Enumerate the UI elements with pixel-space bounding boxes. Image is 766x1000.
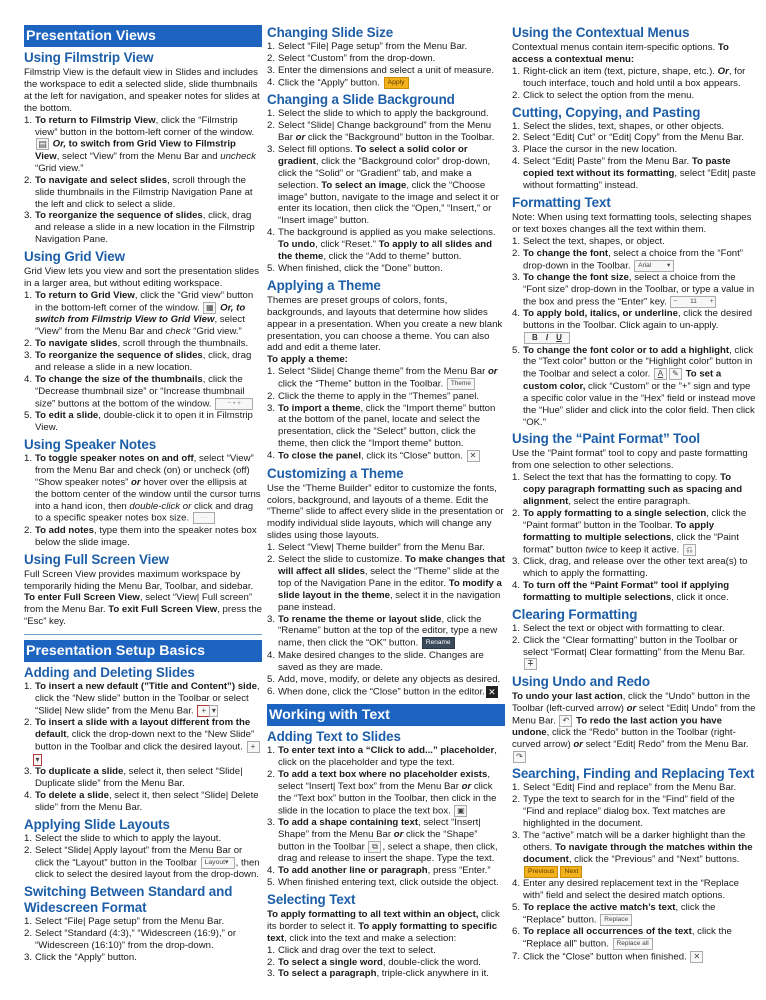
heading-selecting-text: Selecting Text — [267, 891, 356, 907]
column-2 — [267, 22, 505, 980]
context-steps — [512, 66, 756, 102]
list-item: 2. To select a single word, double-click the word. — [267, 956, 481, 968]
new-slide-dropdown-icon: ▾ — [209, 705, 218, 717]
list-item: 4. Enter any desired replacement text in the “Replace with” field and select the desired match options. — [512, 878, 739, 902]
format-intro: Note: When using text formatting tools, selecting shapes or text boxes changes all the text within them. — [512, 211, 752, 235]
divider — [24, 634, 262, 635]
list-item: 4. To close the panel, click its “Close” button. ✕ — [267, 450, 505, 462]
list-item: 6. To replace all occurrences of the text, click the “Replace all” button. Replace all — [512, 926, 732, 950]
clear-steps — [512, 623, 756, 671]
list-item: 1. Right-click an item (text, picture, shape, etc.). Or, for touch interface, touch and hold until a box appears. — [512, 65, 746, 89]
heading-speaker-notes: Using Speaker Notes — [24, 436, 157, 452]
list-item: 3. To add a shape containing text, select “Insert| Shape” from the Menu Bar or click the “Shape” button in the Toolbar ⧉ , select a shape, then click, drag and release to insert the shape. Type the text. — [267, 816, 498, 865]
list-item: 1. Select the slides, text, shapes, or other objects. — [512, 120, 725, 132]
theme-intro: Themes are preset groups of colors, fonts, backgrounds, and layouts that determine how slides appear in a presentation. When you create a new blank presentation, you can choose a theme. You can also add and edit a theme later. — [267, 294, 503, 354]
list-item: 2. Select “Slide| Apply layout” from the Menu Bar or click the “Layout” button in the Toolbar Layout▾ , then click to select the desired layout from the drop-down. — [24, 844, 260, 880]
layout-button-icon: Layout▾ — [201, 857, 235, 869]
select-intro: To apply formatting to all text within an object, click its border to select it. To apply formatting to specific text, click into the text and make a selection: — [267, 908, 500, 944]
new-slide-plus-icon: + — [197, 705, 210, 717]
list-item: 1. Click and drag over the text to select. — [267, 944, 436, 956]
list-item: 1. Select “View| Theme builder” from the Menu Bar. — [267, 542, 485, 554]
list-item: 3. Select fill options. To select a solid color or gradient, click the “Background color” drop-down, click the “Solid” or “Gradient” tab, and make a selection. To select an image, click the “Choose image” button, navigate to the image and select it or enter its location, then click the “Open,” “Insert,” or “Insert image” button. — [267, 143, 499, 227]
context-intro: Contextual menus contain item-specific options. To access a contextual menu: — [512, 42, 729, 65]
next-button-icon: Next — [560, 866, 582, 878]
list-item: 3. To change the font size, select a choice from the “Font size” drop-down in the Toolbar, or type a value in the box and press the “Enter” key. − 11 + — [512, 272, 755, 308]
heading-adding-text: Adding Text to Slides — [267, 728, 401, 744]
list-item: 2. To add a text box where no placeholder exists, select “Insert| Text box” from the Menu Bar or click the “Text box” button in the Toolbar, then click in the slide in the location to place the text box. ▣ — [267, 768, 497, 817]
section-banner-setup-basics: Presentation Setup Basics — [24, 640, 262, 662]
heading-slide-size: Changing Slide Size — [267, 25, 394, 40]
list-item: 3. To reorganize the sequence of slides, click, drag and release a slide in a new location. — [24, 350, 252, 373]
close-icon: ✕ — [690, 951, 703, 963]
replace-button-icon: Replace — [600, 914, 632, 926]
list-item: 5. When finished, click the “Done” button. — [267, 262, 443, 274]
list-item: 4. To change the size of the thumbnails, click the “Decrease thumbnail size” or “Increase thumbnail size” buttons at the bottom of the window. − • + — [24, 374, 262, 410]
undo-icon: ↶ — [559, 715, 572, 727]
rename-button-icon: Rename — [422, 637, 455, 649]
font-dropdown-icon: Arial ▾ — [634, 260, 674, 272]
apply-button-icon: Apply — [384, 77, 409, 89]
heading-slide-background: Changing a Slide Background — [267, 92, 455, 108]
list-item: 2. Click to select the option from the menu. — [512, 89, 695, 101]
list-item: 5. To change the font color or to add a highlight, click the “Text color” button or the “Highlight color” button in the Toolbar and select a color. A ✎ To set a custom color, click “Custom” or the ”+” sign and type a specific color value in the “Hex” field or instead move the “Hue” slider and click into the color field. Then click “OK.” — [512, 344, 756, 428]
list-item: 2. Select “Custom” from the drop-down. — [267, 52, 436, 64]
paint-intro: Use the “Paint format” tool to copy and paste formatting from one selection to other selections. — [512, 448, 748, 472]
custom-intro: Use the “Theme Builder” editor to customize the fonts, colors, background, and layouts of a theme. Edit the “Theme” slide to affect every slide in the presentation or modify individual slide layouts, which will change any slides using those layouts. — [267, 482, 504, 542]
heading-paint-format: Using the “Paint Format” Tool — [512, 431, 701, 447]
list-item: 1. To return to Filmstrip View, click the “Filmstrip view” button in the bottom-left corner of the window. ▤ Or, to switch from Grid View to Filmstrip View, select “View” from the Menu Bar and uncheck “Grid view.” — [24, 114, 256, 174]
list-item: 2. To navigate slides, scroll through the thumbnails. — [24, 338, 249, 350]
cutcopy-steps — [512, 121, 756, 192]
custom-steps — [267, 542, 505, 698]
previous-button-icon: Previous — [524, 866, 558, 878]
list-item: 2. Select “Standard (4:3),” “Widescreen (16:9),” or “Widescreen (16:10)” from the drop-down. — [24, 927, 237, 951]
list-item: 2. To add notes, type them into the speaker notes box below the slide image. — [24, 524, 257, 548]
list-item: 4. To apply bold, italics, or underline, click the desired buttons in the Toolbar. Click again to un-apply. B I U — [512, 308, 753, 343]
heading-clearing-formatting: Clearing Formatting — [512, 606, 638, 622]
list-item: 2. Select the slide to customize. To make changes that will affect all slides, select the “Theme” slide at the top of the Navigation Pane in the editor. To modify a slide layout in the theme, select it in the navigation pane instead. — [267, 554, 505, 613]
list-item: 6. When done, click the “Close” button in the editor. ✕ — [267, 686, 505, 698]
layouts-steps — [24, 833, 262, 881]
list-item: 1. Select the text, shapes, or object. — [512, 235, 665, 247]
heading-full-screen-view: Using Full Screen View — [24, 551, 169, 567]
list-item: 4. The background is applied as you make selections. To undo, click “Reset.” To apply to all slides and the theme, click the “Add to theme” button. — [267, 227, 496, 263]
list-item: 4. Make desired changes to the slide. Changes are saved as they are made. — [267, 649, 484, 673]
grid-steps — [24, 290, 262, 434]
theme-steps — [267, 366, 505, 462]
list-item: 1. To enter text into a “Click to add...” placeholder, click on the placeholder and type the text. — [267, 744, 497, 768]
widescreen-steps — [24, 916, 262, 964]
highlight-color-icon: ✎ — [669, 368, 682, 380]
list-item: 1. Select “File| Page setup” from the Menu Bar. — [267, 41, 468, 52]
list-item: 5. To replace the active match’s text, click the “Replace” button. Replace — [512, 901, 716, 926]
new-slide-dropdown-icon: ▾ — [33, 754, 42, 766]
heading-widescreen: Switching Between Standard and Widescreen Format — [24, 883, 233, 915]
grid-intro: Grid View lets you view and sort the presentation slides in a larger area, but without editing workspace. — [24, 266, 259, 290]
shape-icon: ⧉ — [368, 841, 381, 853]
heading-grid-view: Using Grid View — [24, 249, 125, 265]
list-item: 2. Type the text to search for in the “Find” field of the “Find and replace” dialog box. Text matches are highlighted in the document. — [512, 794, 735, 830]
list-item: 1. Select “Edit| Find and replace” from the Menu Bar. — [512, 782, 737, 794]
list-item: 3. The “active” match will be a darker highlight than the others. To navigate through the matches within the document, click the “Previous” and “Next” buttons. Previous Next — [512, 830, 756, 878]
search-steps — [512, 782, 756, 963]
list-item: 1. To return to Grid View, click the “Grid view” button in the bottom-left corner of the window. ▦ Or, to switch from Filmstrip View to Grid View, select “View” from the Menu Bar and check “Grid view.” — [24, 289, 254, 338]
fullscreen-text: Full Screen View provides maximum workspace by temporarily hiding the Menu Bar, Toolbar, and sidebar. To enter Full Screen View, select “View| Full screen” from the Menu Bar. To exit Full Screen View, press the “Esc” key. — [24, 568, 262, 628]
list-item: 3. To import a theme, click the “Import theme” button at the bottom of the panel, locate and select the presentation, click the “Select” button, click the theme, then click the “Import theme” button. — [267, 402, 496, 450]
section-banner-working-with-text: Working with Text — [267, 704, 505, 726]
adddel-steps — [24, 681, 262, 814]
list-item: 3. To reorganize the sequence of slides, click, drag and release a slide in a new location in the Filmstrip Navigation Pane. — [24, 210, 255, 246]
filmstrip-steps — [24, 115, 262, 247]
list-item: 2. Select “Slide| Change background” from the Menu Bar or click the “Background” button in the Toolbar. — [267, 120, 495, 143]
heading-slide-layouts: Applying Slide Layouts — [24, 816, 170, 832]
list-item: 3. Enter the dimensions and select a unit of measure. — [267, 64, 494, 76]
heading-adding-deleting: Adding and Deleting Slides — [24, 665, 195, 681]
list-item: 3. Click the “Apply” button. — [24, 951, 137, 963]
close-icon: ✕ — [467, 450, 480, 462]
clear-formatting-icon: T — [524, 658, 537, 670]
list-item: 7. Click the “Close” button when finished. ✕ — [512, 951, 756, 963]
list-item: 2. Click the theme to apply in the “Themes” panel. — [267, 390, 480, 402]
heading-search-replace: Searching, Finding and Replacing Text — [512, 766, 755, 782]
paint-steps — [512, 472, 756, 604]
slidesize-steps — [267, 41, 505, 89]
list-item: 5. To edit a slide, double-click it to open it in Filmstrip View. — [24, 410, 253, 433]
filmstrip-intro: Filmstrip View is the default view in Slides and includes the workspace to edit a selected slide, slide thumbnails at the left for navigation, and speaker notes for slides at the bottom. — [24, 67, 260, 114]
paint-format-icon: ⎌ — [683, 544, 696, 556]
heading-applying-theme: Applying a Theme — [267, 277, 381, 293]
list-item: 1. Select the text or object with formatting to clear. — [512, 622, 725, 634]
thumbnail-size-slider-icon: − • + — [215, 398, 253, 410]
list-item: 2. Select “Edit| Cut” or “Edit| Copy” from the Menu Bar. — [512, 132, 744, 144]
list-item: 5. When finished entering text, click outside the object. — [267, 877, 499, 888]
select-steps — [267, 945, 505, 981]
addtext-steps — [267, 745, 505, 889]
list-item: 2. To insert a slide with a layout different from the default, click the drop-down next to the “New Slide” button in the Toolbar and click the desired layout. +▾ — [24, 717, 262, 766]
list-item: 1. Select the text that has the formatting to copy. To copy paragraph formatting such as spacing and alignment, select the entire paragraph. — [512, 472, 743, 508]
redo-icon: ↷ — [513, 751, 526, 763]
column-3 — [512, 22, 756, 963]
list-item: 3. To rename the theme or layout slide, click the “Rename” button at the top of the editor, type a new name, then click the “OK” button. Rename — [267, 613, 498, 649]
undo-text: To undo your last action, click the “Undo” button in the Toolbar (left-curved arrow) or select “Edit| Undo” from the Menu Bar. ↶ To redo the last action you have undone, click the “Redo” button in the Toolbar (right-curved arrow) or select “Edit| Redo” from the Menu Bar. ↷ — [512, 690, 756, 761]
section-banner-presentation-views: Presentation Views — [24, 25, 262, 47]
heading-contextual-menus: Using the Contextual Menus — [512, 25, 690, 40]
list-item: 1. Select “Slide| Change theme” from the Menu Bar or click the “Theme” button in the Toolbar. Theme — [267, 366, 498, 390]
list-item: 3. Click, drag, and release over the other text area(s) to which to apply the formatting. — [512, 556, 748, 579]
heading-formatting-text: Formatting Text — [512, 194, 611, 210]
heading-customizing-theme: Customizing a Theme — [267, 465, 404, 481]
font-size-stepper-icon: − 11 + — [670, 296, 716, 308]
list-item: 2. Click the “Clear formatting” button in the Toolbar or select “Format| Clear formatting” from the Menu Bar. T — [512, 634, 746, 669]
close-editor-icon: ✕ — [486, 686, 498, 698]
new-slide-plus-icon: + — [247, 741, 260, 753]
list-item: 4. Select “Edit| Paste” from the Menu Bar. To paste copied text without its formatting, select “Edit| paste without formatting” instead. — [512, 156, 756, 192]
filmstrip-view-icon: ▤ — [36, 138, 49, 150]
list-item: 5. Add, move, modify, or delete any objects as desired. — [267, 673, 501, 685]
text-color-icon: A — [654, 368, 667, 380]
list-item: 1. To insert a new default (”Title and Content”) side, click the “New slide” button in the Toolbar or select “Slide| New slide” from the Menu Bar. + ▾ — [24, 681, 260, 717]
notes-steps — [24, 453, 262, 549]
list-item: 2. To change the font, select a choice from the “Font” drop-down in the Toolbar. Arial ▾ — [512, 247, 743, 272]
theme-subheading: To apply a theme: — [267, 354, 348, 366]
list-item: 4. To delete a slide, select it, then select “Slide| Delete slide” from the Menu Bar. — [24, 789, 259, 813]
list-item: 4. To turn off the “Paint Format” tool if applying formatting to multiple selections, click it once. — [512, 579, 730, 603]
list-item: 1. Select “File| Page setup” from the Menu Bar. — [24, 915, 225, 927]
list-item: 4. Click the “Apply” button. Apply — [267, 77, 505, 89]
background-steps — [267, 108, 505, 275]
heading-undo-redo: Using Undo and Redo — [512, 673, 650, 689]
list-item: 2. To apply formatting to a single selection, click the “Paint format” button in the Toolbar. To apply formatting to multiple selections, click the “Paint format” button twice to keep it active. ⎌ — [512, 507, 747, 556]
format-steps — [512, 236, 756, 429]
bold-italic-underline-icons: B I U — [524, 332, 570, 344]
replace-all-button-icon: Replace all — [613, 938, 653, 950]
ellipsis-handle-icon: ··· — [193, 512, 215, 524]
column-1 — [24, 25, 262, 964]
list-item: 1. Select the slide to which to apply the layout. — [24, 832, 222, 844]
text-box-icon: ▣ — [454, 805, 467, 817]
list-item: 1. To toggle speaker notes on and off, select “View” from the Menu Bar and check (on) or uncheck (off) “Show speaker notes” or hover over the ellipsis at the bottom center of the window until the cursor turns into a hand icon, then double-click or click and drag to a specific speaker notes box size. ··· — [24, 452, 261, 524]
list-item: 1. Select the slide to which to apply the background. — [267, 108, 489, 120]
list-item: 3. To duplicate a slide, select it, then select “Slide| Duplicate slide” from the Menu Bar. — [24, 766, 243, 790]
list-item: 2. To navigate and select slides, scroll through the slide thumbnails in the Filmstrip Navigation Pane at the left and click to select a slide. — [24, 174, 253, 210]
list-item: 3. To select a paragraph, triple-click anywhere in it. — [267, 968, 489, 980]
heading-cut-copy-paste: Cutting, Copying, and Pasting — [512, 104, 701, 120]
theme-button-icon: Theme — [447, 378, 475, 390]
grid-view-icon: ▦ — [203, 302, 216, 314]
list-item: 4. To add another line or paragraph, press “Enter.” — [267, 865, 491, 877]
heading-filmstrip-view: Using Filmstrip View — [24, 50, 154, 65]
list-item: 3. Place the cursor in the new location. — [512, 144, 678, 156]
